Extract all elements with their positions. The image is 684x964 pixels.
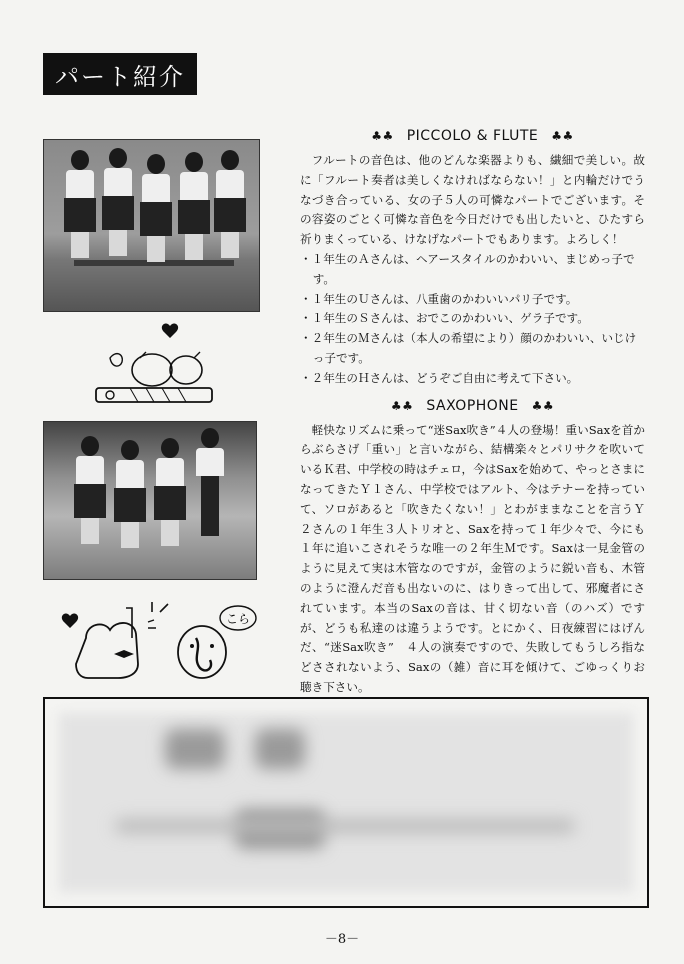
flute-player-photo-figure (214, 150, 246, 258)
member-item: ・１年生のＵさんは、八重歯のかわいいパリ子です。 (300, 291, 578, 306)
clover-ornament-icon: ♣♣ (390, 398, 414, 413)
saxophone-group-photo (43, 421, 257, 580)
member-item: ・２年生のＨさんは、どうぞご自由に考えて下さい。 (300, 370, 579, 385)
sax-player-photo-figure (196, 428, 224, 536)
clover-ornament-icon: ♣♣ (531, 398, 555, 413)
text-column (300, 125, 645, 698)
member-item: ・１年生のＳさんは、おでこのかわいい、ゲラ子です。 (300, 311, 589, 326)
flute-player-photo-figure (178, 152, 210, 260)
member-item: ・２年生のＭさんは（本人の希望により）顔のかわいい、いじけっ子です。 (300, 331, 637, 365)
sax-player-photo-figure (154, 438, 186, 546)
member-item: ・１年生のＡさんは、ヘアースタイルのかわいい、まじめっ子です。 (300, 251, 635, 286)
redacted-shape (115, 819, 575, 833)
piccolo-intro-paragraph: フルートの音色は、他のどんな楽器よりも、繊細で美しい。故に「フルート奏者は美しくなければならない！」と内輪だけでうなづき合っている、女の子５人の可憐なパートでございます。その容姿のごとく可憐な音色を今日だけでも出したいと、ひたすら祈りまくっている、けなげなパートでもあります。よろしく！ (300, 153, 645, 247)
section-title: パート紹介 (43, 53, 197, 95)
sax-heading (300, 395, 645, 417)
saxophone-creatures-doodle (56, 598, 266, 694)
flute-group-photo (43, 139, 260, 312)
flute-player-photo-figure (140, 154, 172, 262)
page-number: －8－ (324, 932, 360, 947)
sax-player-photo-figure (74, 436, 106, 544)
redacted-box (43, 697, 649, 908)
sax-body-paragraph: 軽快なリズムに乗って“迷Sax吹き”４人の登場！重いSaxを首からぶらさげ「重い」と言いながら、結構楽々とパリサクを吹いているＫ君、中学校の時はチェロ，今はSaxを始めて、やっとさまになってきたＹ１さん、中学校ではアルト、今はテナーを持っていて、ソロがあると「吹きたくない！」とわがままなことを言うＹ２さんの１年生３人トリオと、Saxを持って１年少々で、今にも１年に追いこされそうな唯一の２年生Ｍです。Saxは一見金管のように見えて実は木管なのですが，金管のように鋭い音も、木管のように澄んだ音も出ないのに、はりきって出して、邪魔者にされています。本当のSaxの音は、甘く切ない音（のハズ）ですが、どうも私達のは違うようです。とにかく、日夜練習にはげんだ、“迷Sax吹き” ４人の演奏ですので、失敗してもうしろ指などさされないよう、Saxの（雑）音に耳を傾けて、ごゆっくりお聴き下さい。 (300, 422, 645, 694)
heart-icon (162, 324, 178, 338)
redacted-content (59, 713, 633, 892)
clover-ornament-icon: ♣♣ (551, 129, 574, 143)
clover-ornament-icon: ♣♣ (371, 129, 394, 143)
sax-player-photo-figure (114, 440, 146, 548)
doodle-speech-text: こら (225, 612, 251, 626)
heart-icon (62, 614, 78, 628)
redacted-shape (255, 729, 305, 769)
redacted-shape (165, 729, 225, 769)
birds-on-flute-doodle (90, 318, 220, 414)
piccolo-heading-text: PICCOLO & FLUTE (406, 128, 539, 144)
flute-player-photo-figure (102, 148, 134, 256)
sax-heading-text: SAXOPHONE (426, 397, 519, 414)
piccolo-heading (300, 125, 645, 147)
flute-player-photo-figure (64, 150, 96, 258)
piccolo-member-list (300, 250, 645, 389)
